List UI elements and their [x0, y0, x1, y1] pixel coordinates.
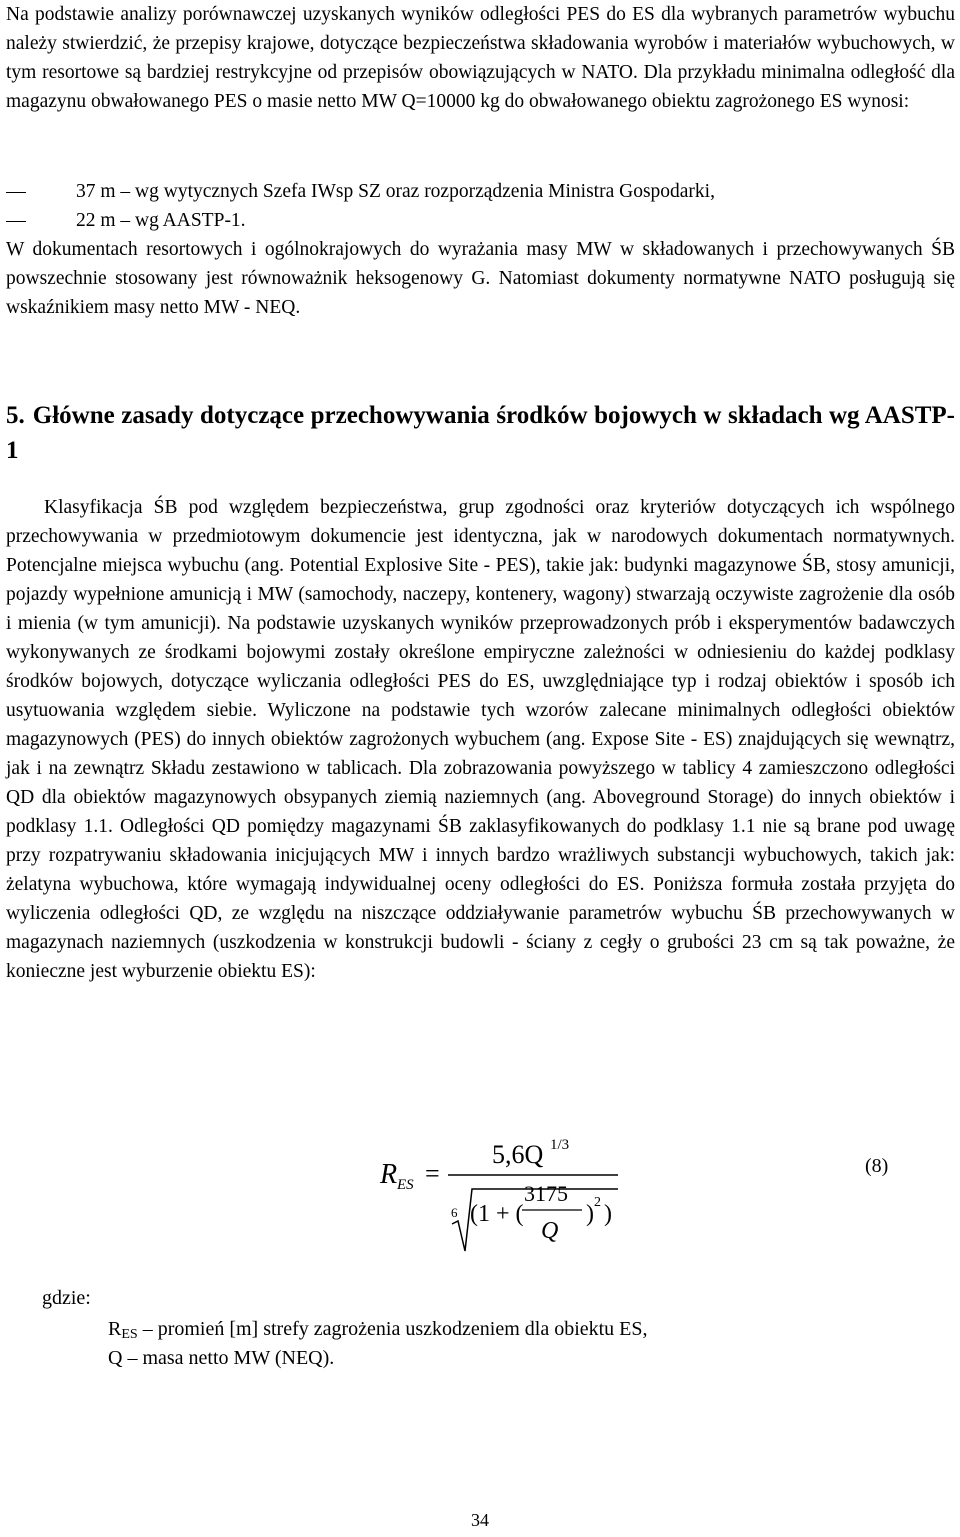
formula-inner-exponent: 2 [594, 1195, 601, 1210]
formula-denominator-close: ) [586, 1201, 594, 1227]
list-item-text: 22 m – wg AASTP-1. [76, 210, 246, 231]
definition-text: – promień [m] strefy zagrożenia uszkodzeniem dla obiektu ES, [137, 1318, 648, 1340]
formula-denominator-open: (1 + ( [470, 1201, 524, 1227]
formula-lhs: R [380, 1159, 398, 1190]
equation-number: (8) [865, 1155, 889, 1177]
intro-paragraph: Na podstawie analizy porównawczej uzyskanych wyników odległości PES do ES dla wybranych parametrów wybuchu należy stwierdzić, że przepisy krajowe, dotyczące bezpieczeństwa składowania wyrobów i materiałów wybuchowych, w tym resortowe są bardziej restrykcyjne od przepisów obowiązujących w NATO. Dla przykładu minimalna odległość dla magazynu obwałowanego PES o masie netto MW Q=10000 kg do obwałowanego obiektu zagrożonego ES wynosi: [6, 4, 955, 112]
list-item-text: 37 m – wg wytycznych Szefa IWsp SZ oraz rozporządzenia Ministra Gospodarki, [76, 181, 715, 202]
dash-bullet-icon [6, 206, 76, 235]
dash-bullet-icon [6, 177, 76, 206]
formula-inner-denominator: Q [541, 1218, 559, 1244]
list-item [6, 206, 946, 235]
section-number: 5. [6, 402, 25, 429]
main-paragraph: Klasyfikacja ŚB pod względem bezpieczeństwa, grup zgodności oraz kryteriów dotyczących ich wspólnego przechowywania w przedmiotowym dokumencie jest identyczna, jak w narodowych dokumentach normatywnych. Potencjalne miejsca wybuchu (ang. Potential Explosive Site - PES), takie jak: budynki magazynowe ŚB, stosy amunicji, pojazdy wypełnione amunicją i MW (samochody, naczepy, kontenery, wagony) stwarzają oczywiste zagrożenie dla osób i mienia (w tym amunicji). Na podstawie uzyskanych wyników przeprowadzonych prób i eksperymentów badawczych wykonywanych ze środkami bojowymi zostały określone empiryczne zależności w odniesieniu do każdej podklasy środków bojowych, dotyczące wyliczania odległości PES do ES, uwzględniające typ i rodzaj obiektów i sposób ich usytuowania względem siebie. Wyliczone na podstawie tych wzorów zalecane minimalnych odległości obiektów magazynowych (PES) do innych obiektów zagrożonych wybuchem (ang. Expose Site - ES) znajdujących się wewnątrz, jak i na zewnątrz Składu zestawiono w tablicach. Dla zobrazowania powyższego w tablicy 4 zamieszczono odległości QD dla obiektów magazynowych obsypanych ziemią naziemnych (ang. Aboveground Storage) do innych obiektów i podklasy 1.1. Odległości QD pomiędzy magazynami ŚB zaklasyfikowanych do podklasy 1.1 nie są brane pod uwagę przy rozpatrywaniu składowania inicjujących MW i innych bardzo wrażliwych substancji wybuchowych, takich jak: żelatyna wybuchowa, które wymagają indywidualnej oceny odległości do ES. Poniższa formuła została przyjęta do wyliczenia odległości QD, ze względu na niszczące oddziaływanie parametrów wybuchu ŚB przechowywanych w magazynach naziemnych (uszkodzenia w konstrukcji budowli - ściany z cegły o grubości 23 cm są tak poważne, że konieczne jest wyburzenie obiektu ES): [6, 497, 955, 982]
formula-equals: = [425, 1159, 440, 1188]
definition-symbol-sub: ES [121, 1327, 138, 1342]
formula-root-index: 6 [451, 1205, 458, 1220]
formula-inner-numerator: 3175 [524, 1181, 568, 1206]
where-label: gdzie: [42, 1287, 91, 1309]
formula-8 [0, 1125, 960, 1275]
formula-lhs-sub: ES [397, 1177, 414, 1193]
formula-numerator-exponent: 1/3 [550, 1137, 570, 1153]
units-paragraph: W dokumentach resortowych i ogólnokrajowych do wyrażania masy MW w składowanych i przechowywanych ŚB powszechnie stosowany jest równoważnik heksogenowy G. Natomiast dokumenty normatywne NATO posługują się wskaźnikiem masy netto MW - NEQ. [6, 239, 955, 318]
formula-numerator: 5,6Q [492, 1140, 544, 1169]
page-number: 34 [471, 1510, 489, 1530]
list-item [6, 177, 946, 206]
definition-symbol: Q [108, 1347, 123, 1369]
definition-symbol: R [108, 1318, 122, 1340]
definition-item [108, 1344, 334, 1373]
section-title: Główne zasady dotyczące przechowywania środków bojowych w składach wg AASTP-1 [6, 402, 955, 464]
formula-final-close: ) [604, 1201, 612, 1227]
section-heading [6, 398, 955, 468]
definition-text: – masa netto MW (NEQ). [122, 1347, 335, 1369]
